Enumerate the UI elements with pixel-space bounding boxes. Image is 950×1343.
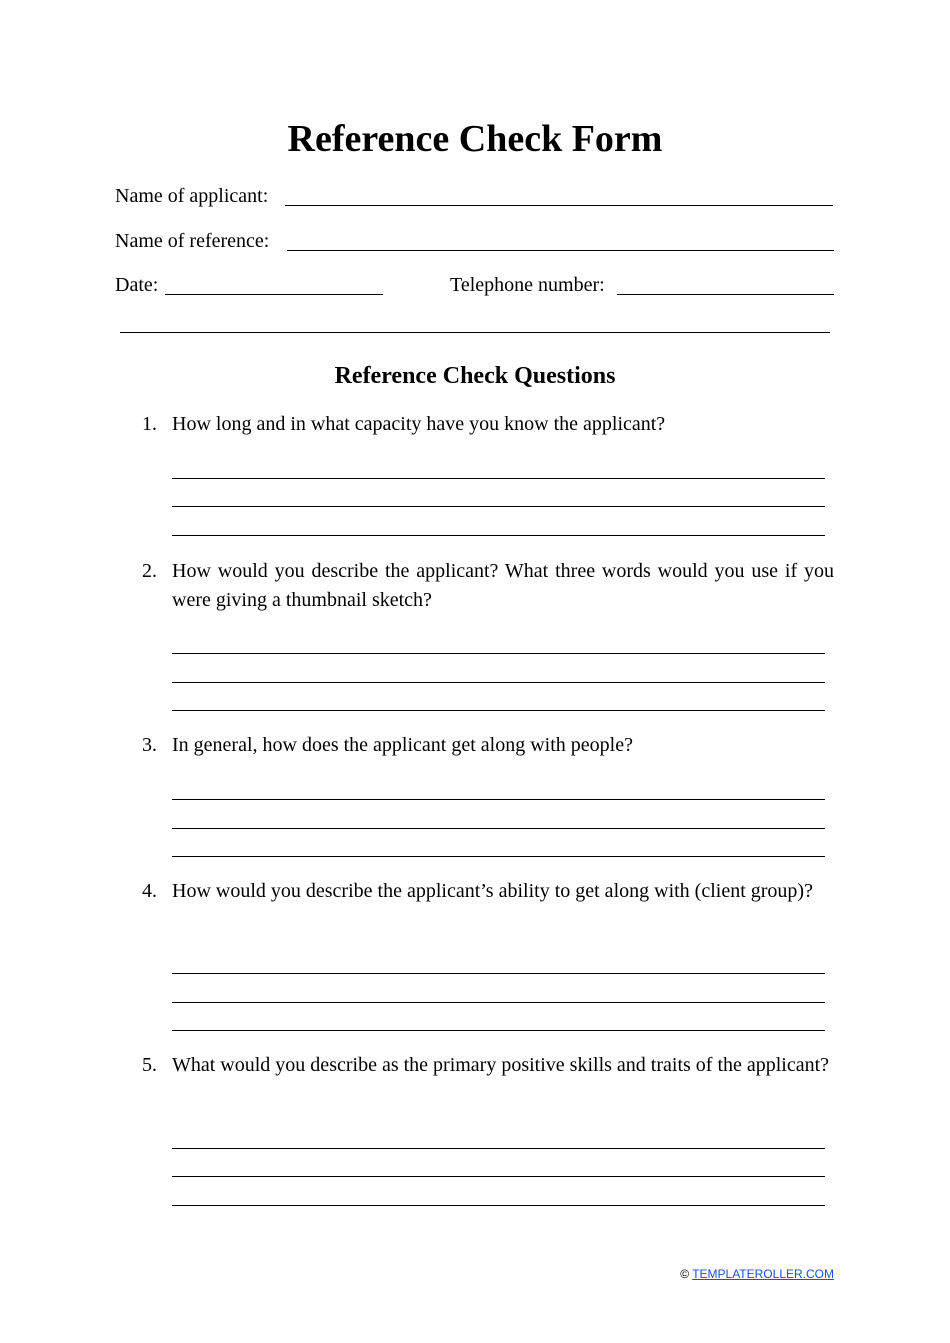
telephone-label: Telephone number: bbox=[450, 274, 605, 296]
answer-line[interactable] bbox=[172, 682, 825, 683]
answer-line[interactable] bbox=[172, 653, 825, 654]
date-field[interactable] bbox=[165, 294, 383, 295]
answer-line[interactable] bbox=[172, 710, 825, 711]
answer-line[interactable] bbox=[172, 478, 825, 479]
answer-line[interactable] bbox=[172, 973, 825, 974]
footer-credit bbox=[680, 1266, 834, 1282]
answer-line[interactable] bbox=[172, 799, 825, 800]
answer-line[interactable] bbox=[172, 828, 825, 829]
applicant-label: Name of applicant: bbox=[115, 185, 269, 207]
telephone-field[interactable] bbox=[617, 294, 834, 295]
answer-line[interactable] bbox=[172, 1002, 825, 1003]
answer-line[interactable] bbox=[172, 1176, 825, 1177]
reference-label: Name of reference: bbox=[115, 230, 270, 252]
question-number: 5. bbox=[142, 1054, 157, 1076]
answer-line[interactable] bbox=[172, 1148, 825, 1149]
templateroller-link[interactable]: TEMPLATEROLLER.COM bbox=[692, 1267, 834, 1281]
question-text: How long and in what capacity have you know the applicant? bbox=[172, 413, 666, 435]
answer-line[interactable] bbox=[172, 506, 825, 507]
answer-line[interactable] bbox=[172, 1030, 825, 1031]
question-text: What would you describe as the primary positive skills and traits of the applicant? bbox=[172, 1054, 830, 1076]
answer-line[interactable] bbox=[172, 535, 825, 536]
section-title: Reference Check Questions bbox=[334, 363, 616, 389]
applicant-field[interactable] bbox=[285, 205, 833, 206]
question-number: 3. bbox=[142, 734, 157, 756]
question-text: How would you describe the applicant? What three words would you use if you were giving a thumbnail sketch? bbox=[172, 560, 834, 611]
section-divider bbox=[120, 332, 830, 333]
answer-line[interactable] bbox=[172, 856, 825, 857]
question-text: In general, how does the applicant get along with people? bbox=[172, 734, 633, 756]
question-number: 4. bbox=[142, 880, 157, 902]
date-label: Date: bbox=[115, 274, 159, 296]
copyright-symbol: © bbox=[680, 1267, 690, 1281]
question-number: 2. bbox=[142, 560, 157, 582]
answer-line[interactable] bbox=[172, 1205, 825, 1206]
form-title: Reference Check Form bbox=[287, 118, 663, 160]
question-text: How would you describe the applicant’s ability to get along with (client group)? bbox=[172, 880, 813, 902]
question-number: 1. bbox=[142, 413, 157, 435]
reference-field[interactable] bbox=[287, 250, 834, 251]
